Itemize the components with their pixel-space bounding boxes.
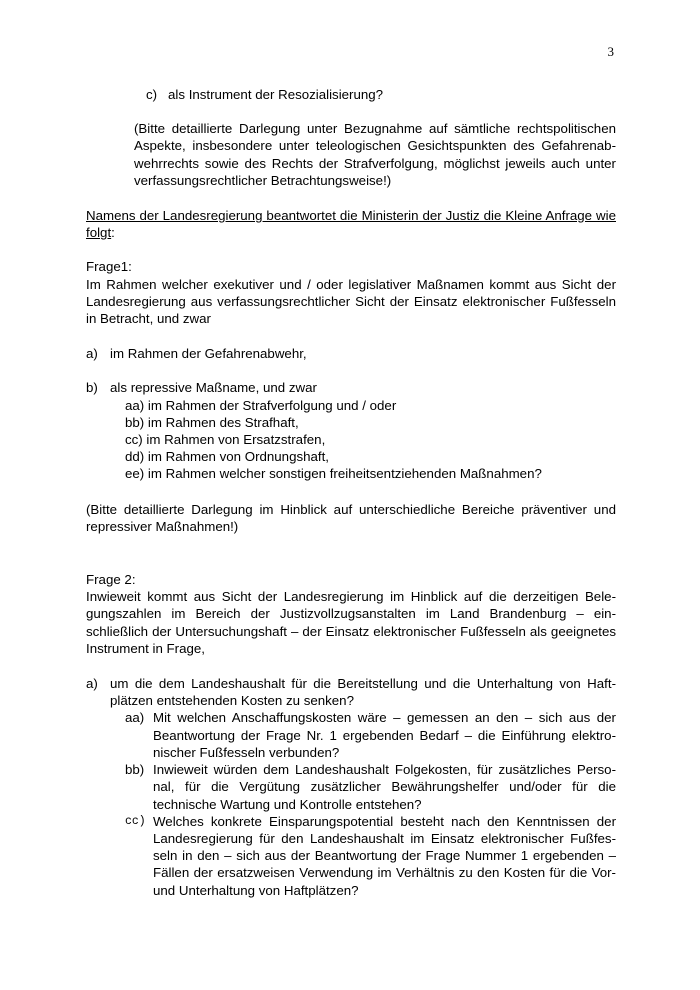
list-item: cc) im Rahmen von Ersatzstrafen,	[125, 432, 326, 448]
document-body	[86, 86, 616, 899]
frage1-item-b-text: als repressive Maßname, und zwar	[110, 380, 317, 396]
frage2-subitem-bb-text: Inwieweit würden dem Landeshaushalt Folgekosten, für zusätzliches Personal, für die Vergütung zusätzlicher Bewährungshelfer und/oder für die technische Wartung und Kontrolle entstehen?	[153, 762, 616, 812]
frage1-item-b	[86, 379, 616, 396]
frage2-subitem-aa-text: Mit welchen Anschaffungskosten wäre – gemessen an den – sich aus der Beantwortung der Frage Nr. 1 ergebenden Bedarf – die Einführung elektronischer Fußfesseln verbunden?	[153, 710, 616, 760]
frage1-text: Im Rahmen welcher exekutiver und / oder legislativer Maßnamen kommt aus Sicht der Landesregierung aus verfassungsrechtlicher Sicht der Einsatz elektronischer Fußfesseln in Betracht, und zwar	[86, 276, 616, 327]
frage1-item-a	[86, 345, 616, 362]
frage2-heading: Frage 2:	[86, 572, 136, 588]
frage2-subitem-bb-label: bb)	[125, 762, 145, 778]
note-detailed-explanation: (Bitte detaillierte Darlegung unter Bezugnahme auf sämtliche rechtspolitischen Aspekte, insbesondere unter teleologischen Gesichtspunkten des Gefahrenabwehrrechts sowie des Rechts der Strafverfolgung, möglichst jeweils auch unter verfassungsrechtlicher Betrachtungsweise!)	[134, 121, 616, 188]
frage2-text: Inwieweit kommt aus Sicht der Landesregierung im Hinblick auf die derzeitigen Belegungszahlen im Bereich der Justizvollzugsanstalten im Land Brandenburg – einschließlich der Untersuchungshaft – der Einsatz elektronischer Fußfesseln als geeignetes Instrument in Frage,	[86, 589, 616, 656]
answer-intro-colon: :	[111, 225, 115, 241]
frage1-heading: Frage1:	[86, 259, 132, 275]
frage1-item-a-text: im Rahmen der Gefahrenabwehr,	[110, 346, 307, 362]
frage1-subitems	[125, 397, 616, 483]
frage1-note: (Bitte detaillierte Darlegung im Hinblick auf unterschiedliche Bereiche präventiver und repressiver Maßnahmen!)	[86, 501, 616, 534]
frage2-subitem-bb	[125, 761, 616, 813]
frage2-subitems	[125, 709, 616, 898]
frage2-item-a-text: um die dem Landeshaushalt für die Bereitstellung und die Unterhaltung von Haftplätzen entstehenden Kosten zu senken?	[110, 676, 616, 709]
list-item: ee) im Rahmen welcher sonstigen freiheitsentziehenden Maßnahmen?	[125, 466, 542, 482]
list-item: dd) im Rahmen von Ordnungshaft,	[125, 449, 329, 465]
list-item: aa) im Rahmen der Strafverfolgung und / oder	[125, 397, 397, 413]
frage2-item-a	[86, 675, 616, 709]
frage2-subitem-aa-label: aa)	[125, 710, 145, 726]
frage2-subitem-cc	[125, 813, 616, 899]
frage2-subitem-aa	[125, 709, 616, 761]
item-c-label: c)	[146, 87, 158, 102]
item-c	[146, 86, 616, 103]
answer-intro	[86, 207, 616, 241]
frage1-item-a-label: a)	[86, 346, 98, 362]
frage2-subitem-cc-text: Welches konkrete Einsparungspotential besteht nach den Kenntnissen der Landesregierung für den Landeshaushalt im Einsatz elektronischer Fußfesseln in den – sich aus der Beantwortung der Frage Nummer 1 ergebenden – Fällen der ersatzweisen Verwendung im Verhältnis zu den Kosten für die Vor- und Unterhaltung von Haftplätzen?	[153, 813, 616, 898]
answer-intro-underlined: Namens der Landesregierung beantwortet die Ministerin der Justiz die Kleine Anfrage wie folgt	[86, 208, 616, 241]
list-item: bb) im Rahmen des Strafhaft,	[125, 414, 299, 430]
item-c-text: als Instrument der Resozialisierung?	[168, 87, 384, 102]
frage2-item-a-label: a)	[86, 676, 98, 692]
page-number: 3	[607, 44, 614, 59]
frage2-subitem-cc-label: cc)	[125, 814, 146, 828]
frage1-item-b-label: b)	[86, 380, 98, 396]
